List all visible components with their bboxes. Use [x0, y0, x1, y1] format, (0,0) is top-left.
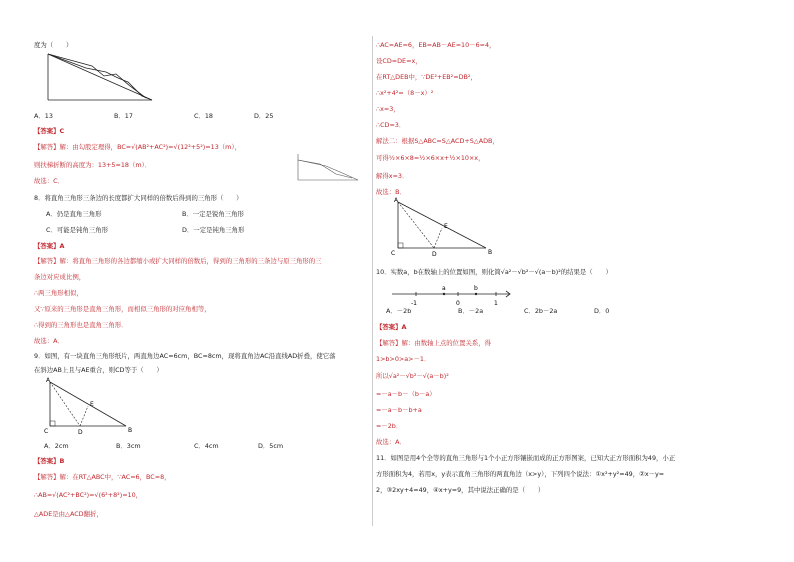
q7-option-a: A．13 [34, 112, 53, 120]
q10-solution-line3: 所以√a²－√b²－√(a－b)² [376, 372, 449, 380]
q10-option-b: B．－2a [458, 307, 484, 315]
q10-answer: 【答案】A [376, 323, 407, 331]
q9-cont-line3: 在RT△DEB中，∵DE²+EB²=DB²， [376, 73, 477, 81]
q10-option-a: A．－2b [386, 307, 412, 315]
q9-cont-line6: ∴CD=3． [376, 121, 406, 129]
q8-answer: 【答案】A [34, 242, 65, 250]
q7-option-b: B．17 [114, 112, 133, 120]
q8-solution-line5: ∴得到的三角形也是直角三角形． [34, 321, 128, 329]
q10-stem: 10．实数a，b在数轴上的位置如图，则化简√a²－√b²－√(a－b)²的结果是（ ） [376, 268, 612, 276]
q9-solution-line1: 【解答】解：在RT△ABC中，∵AC=6，BC=8， [34, 473, 171, 481]
q7-stem-tail: 度为（ ） [34, 41, 73, 49]
q9-solution-line3: △ADE是由△ACD翻折， [34, 510, 103, 518]
q7-ladder-figure [46, 52, 156, 104]
q9-triangle-figure [42, 376, 142, 436]
q8-solution-line1: 【解答】解：将直角三角形的各边都缩小或扩大同样的倍数后，得到的三角形的三条边与原三角形的三 [34, 257, 322, 265]
q10-solution-line4: =－a－b－（b－a） [376, 390, 436, 398]
fig9-label-a: A [46, 377, 51, 384]
q10-solution-line2: 1>b>0>a>－1． [376, 355, 431, 363]
q9-option-c: C．4cm [194, 442, 219, 450]
q11-stem-line3: 2，③2xy+4=49，④x+y=9，其中说法正确的是（ ） [376, 486, 545, 494]
q8-solution-line3: ∴两三角形相似， [34, 289, 83, 297]
q8-option-c: C．可能是钝角三角形 [46, 226, 108, 234]
q10-option-c: C．2b－2a [524, 307, 558, 315]
fig9-label-d: D [78, 429, 83, 436]
q9-solution-line2: ∴AB=√(AC²+BC²)=√(6²+8²)=10， [34, 491, 143, 499]
q9-cont-line4: ∴x²+4²=（8－x）² [376, 89, 434, 97]
q9-answer: 【答案】B [34, 457, 65, 465]
q7-solution-line3: 故选：C． [34, 177, 65, 185]
q9-option-a: A．2cm [44, 442, 69, 450]
q9-cont-line2: 设CD=DE=x， [376, 57, 422, 65]
q11-stem-line2: 方形面积为4，若用x，y表示直角三角形的两直角边（x>y），下列四个说法：①x²+y²=49，②x－y= [376, 470, 665, 478]
q10-solution-line7: 故选：A． [376, 438, 406, 446]
q7-solution-line2: 则扶梯折断的高度为：13+5=18（m）． [34, 161, 152, 169]
q7-small-figure [296, 152, 360, 184]
q10-option-d: D．0 [594, 307, 610, 315]
q9-stem-line1: 9．如图，有一块直角三角形纸片，两直角边AC=6cm，BC=8cm，现将直角边AC沿直线AD折叠，使它落 [34, 352, 336, 360]
q8-stem: 8．将直角三角形三条边的长度都扩大同样的倍数后得到的三角形（ ） [34, 194, 243, 202]
q10-number-line [390, 282, 514, 308]
q9-stem-line2: 在斜边AB上且与AE重合，则CD等于（ ） [34, 366, 163, 374]
column-divider [372, 36, 373, 526]
fig9b-label-a: A [394, 197, 399, 204]
numberline-label-b: b [474, 285, 478, 292]
q8-solution-line2: 条边对应成比例， [34, 273, 86, 281]
fig9b-label-b: B [488, 249, 493, 256]
q9-option-b: B．3cm [116, 442, 141, 450]
q8-option-d: D．一定是钝角三角形 [182, 226, 245, 234]
q7-answer: 【答案】C [34, 127, 65, 135]
q9-alt-solution-line4: 故选：B． [376, 188, 406, 196]
q10-solution-line1: 【解答】解：由数轴上点的位置关系，得 [376, 339, 492, 347]
q9-solution-figure [390, 196, 500, 258]
numberline-label-0: 0 [456, 300, 460, 307]
fig9-label-e: E [90, 401, 94, 408]
fig9b-label-c: C [391, 250, 396, 257]
q7-option-c: C．18 [194, 112, 213, 120]
q10-solution-line5: =－a－b－b+a [376, 406, 422, 414]
q10-solution-line6: =－2b． [376, 422, 403, 430]
q9-cont-line5: ∴x=3， [376, 105, 400, 113]
fig9-label-b: B [128, 427, 133, 434]
q9-alt-solution-line1: 解法二：根据S△ABC=S△ACD+S△ADB， [376, 137, 499, 145]
q9-alt-solution-line3: 解得x=3． [376, 172, 409, 180]
fig9-label-c: C [44, 428, 49, 435]
numberline-label-neg1: -1 [411, 300, 417, 307]
q7-option-d: D．25 [254, 112, 274, 120]
q11-stem-line1: 11．如图是用4个全等的直角三角形与1个小正方形镶嵌而成的正方形图案，已知大正方形面积为49，小正 [376, 454, 676, 462]
numberline-label-1: 1 [494, 300, 498, 307]
numberline-label-a: a [442, 285, 446, 292]
fig9b-label-e: E [444, 223, 448, 230]
q8-solution-line4: 又∵原来的三角形是直角三角形，而相似三角形的对应角相等， [34, 305, 211, 313]
q9-option-d: D．5cm [258, 442, 284, 450]
fig9b-label-d: D [432, 251, 437, 258]
q8-option-b: B．一定是锐角三角形 [182, 210, 244, 218]
q8-solution-line6: 故选：A． [34, 337, 64, 345]
q8-option-a: A．仍是直角三角形 [46, 210, 102, 218]
q9-alt-solution-line2: 可得½×6×8=½×6×x+½×10×x， [376, 154, 485, 162]
q9-cont-line1: ∴AC=AE=6，EB=AB－AE=10－6=4， [376, 41, 496, 49]
q7-solution-line1: 【解答】解：由勾股定理得，BC=√(AB²+AC²)=√(12²+5²)=13（m）， [34, 143, 241, 151]
